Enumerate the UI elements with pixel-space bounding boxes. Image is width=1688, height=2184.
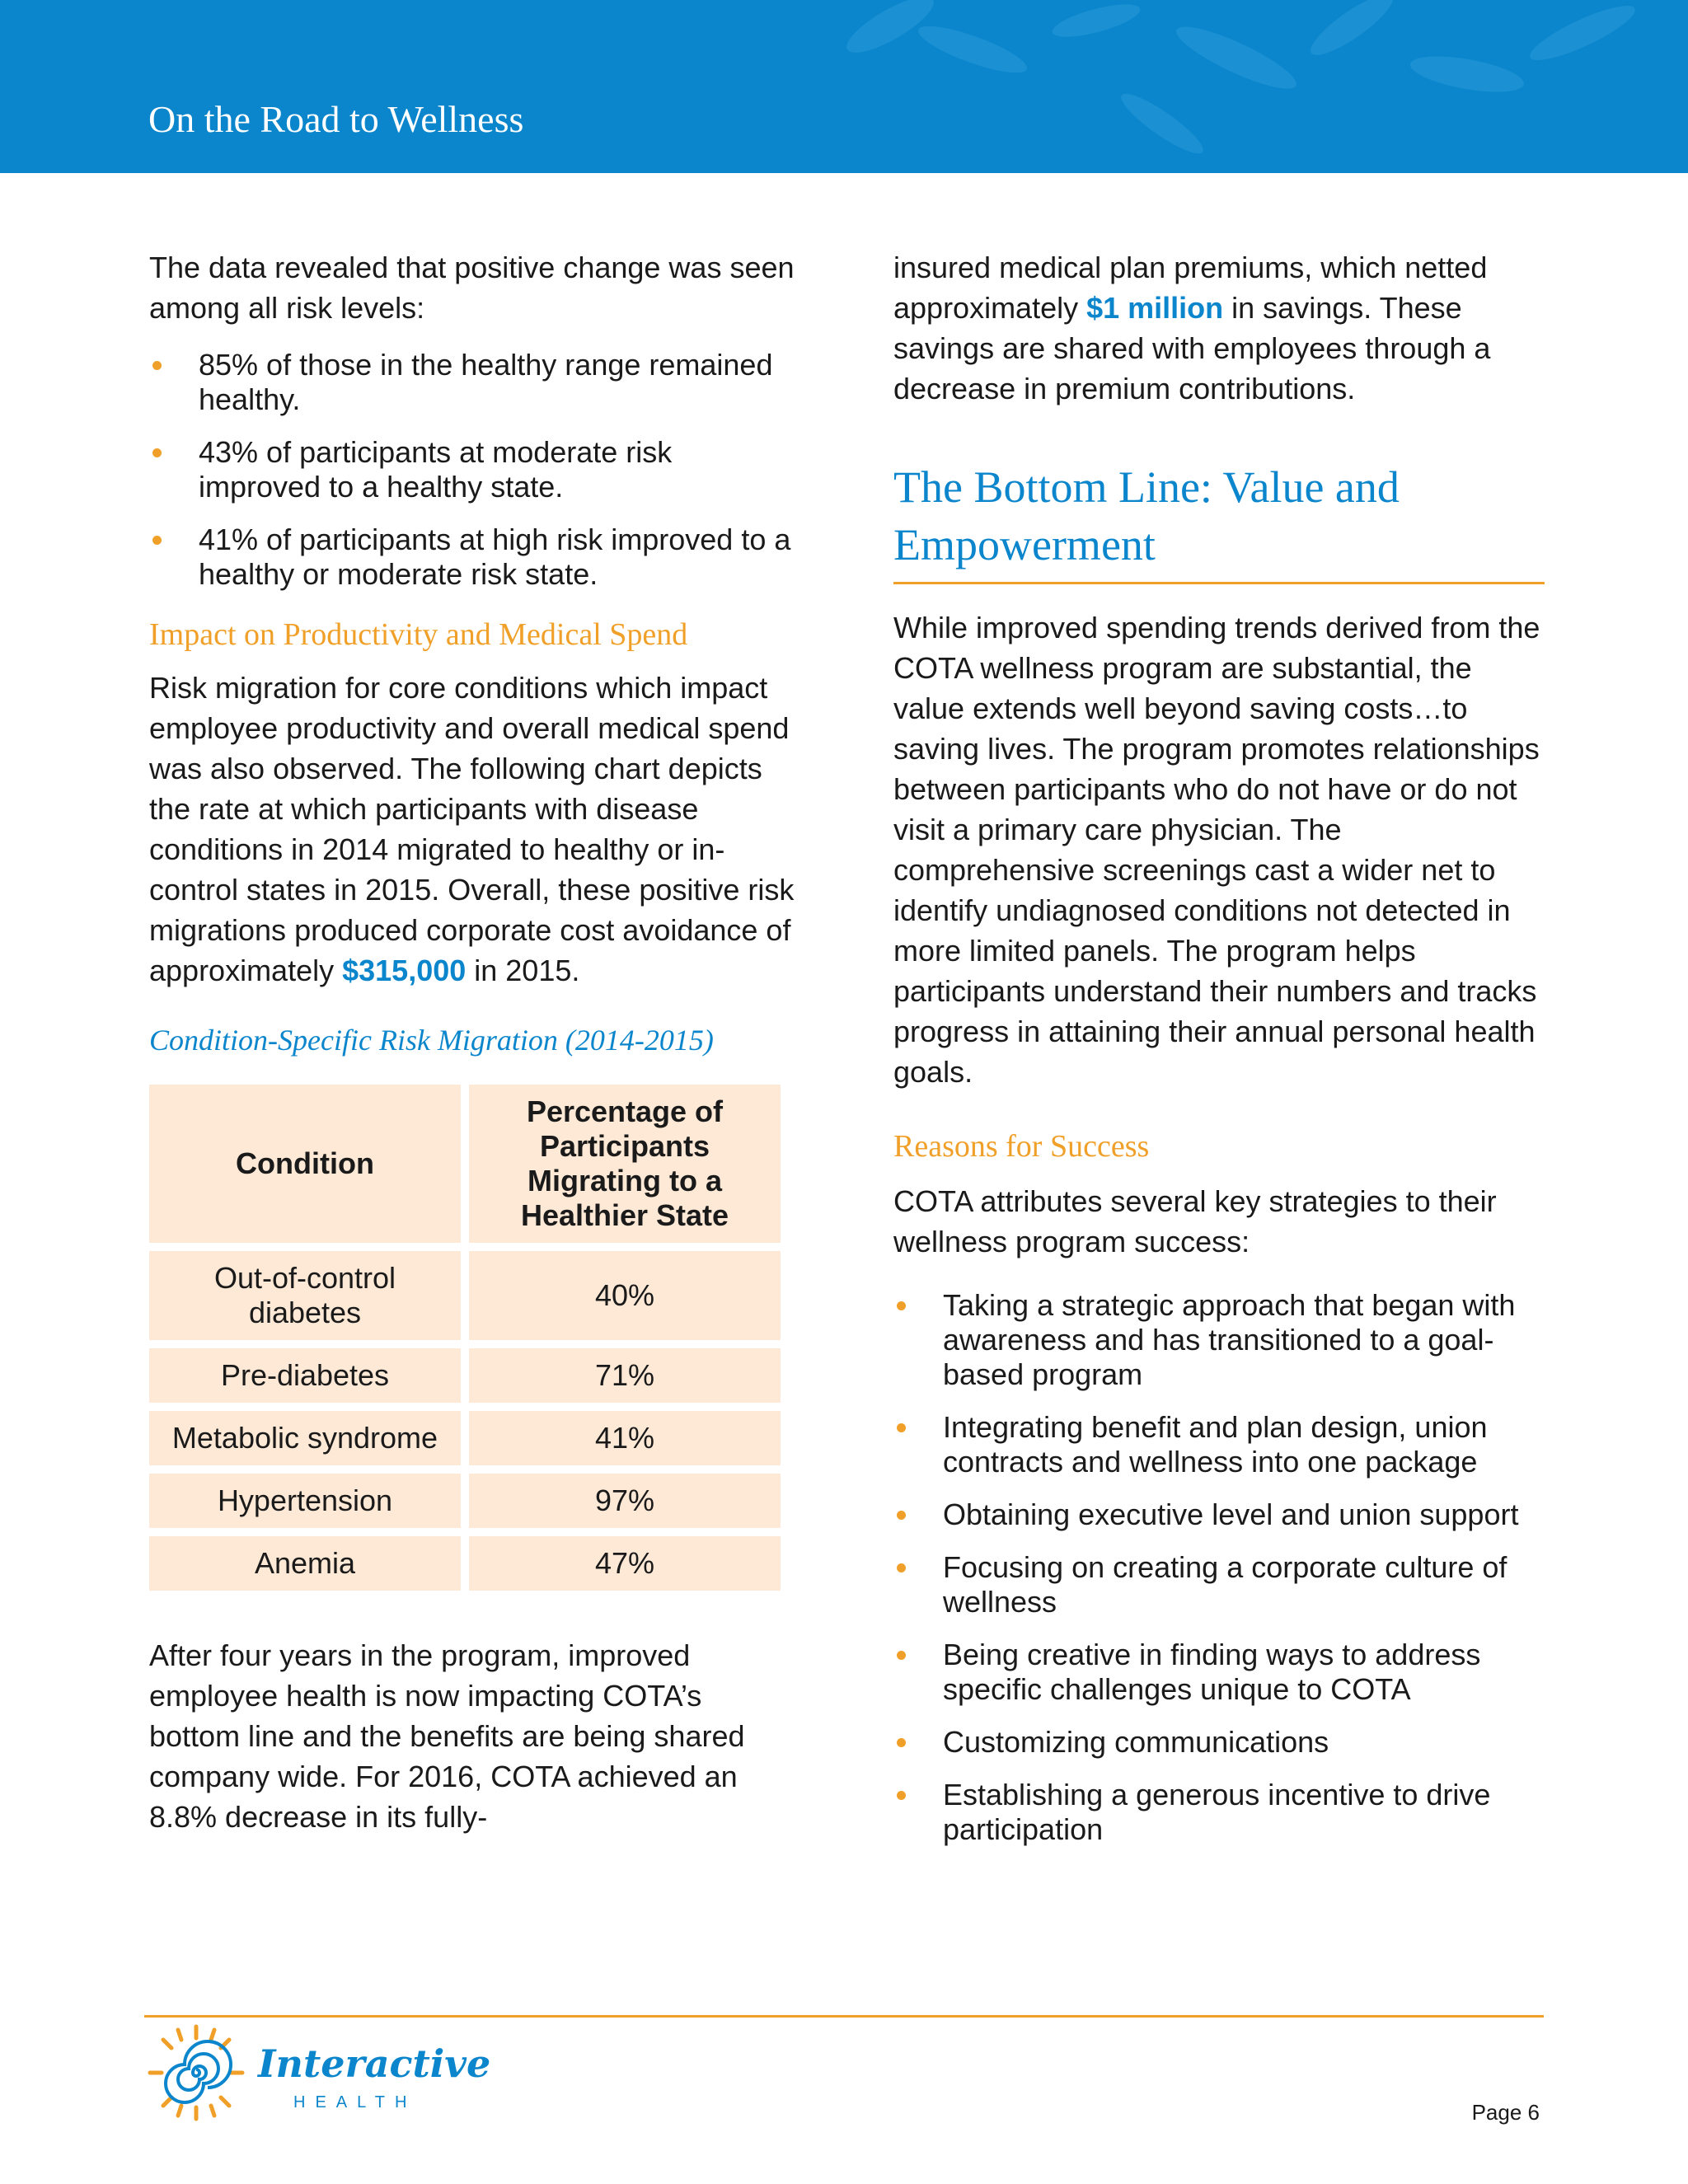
interactive-health-logo — [147, 2023, 491, 2122]
list-item: Being creative in finding ways to address specific challenges unique to COTA — [893, 1638, 1545, 1707]
bullet-icon — [152, 361, 162, 370]
bullet-icon — [897, 1563, 906, 1572]
left-column — [149, 247, 800, 1837]
risk-level-list — [149, 348, 800, 592]
page-header — [0, 0, 1688, 173]
list-item: 85% of those in the healthy range remained healthy. — [149, 348, 800, 417]
cost-avoidance-highlight: $315,000 — [342, 954, 467, 987]
right-column — [893, 247, 1545, 1865]
success-strategies-list — [893, 1288, 1545, 1847]
footer-divider — [144, 2015, 1544, 2018]
bullet-icon — [897, 1651, 906, 1660]
header-title: On the Road to Wellness — [148, 98, 524, 140]
table-row — [149, 1348, 781, 1403]
bullet-icon — [897, 1423, 906, 1432]
percentage-cell: 47% — [469, 1536, 781, 1591]
productivity-subhead: Impact on Productivity and Medical Spend — [149, 617, 688, 652]
table-row — [149, 1251, 781, 1340]
condition-cell: Hypertension — [149, 1474, 461, 1528]
value-paragraph: While improved spending trends derived from the COTA wellness program are substantial, the value extends well beyond saving costs…to saving lives. The program promotes relationships between participants who do not have or do not visit a primary care physician. The comprehensive screenings cast a wider net to identify undiagnosed conditions not detected in more limited panels. The program helps participants understand their numbers and tracks progress in attaining their annual personal health goals. — [893, 611, 1540, 1089]
condition-header: Condition — [149, 1085, 461, 1243]
logo-subtitle: HEALTH — [293, 2093, 417, 2111]
condition-cell: Out-of-control diabetes — [149, 1251, 461, 1340]
bottom-line-paragraph: After four years in the program, improved employee health is now impacting COTA’s bottom line and the benefits are being shared company wide. For 2016, COTA achieved an 8.8% decrease in its fully- — [149, 1638, 745, 1834]
bullet-icon — [897, 1738, 906, 1747]
list-item: 41% of participants at high risk improved to a healthy or moderate risk state. — [149, 523, 800, 592]
bullet-icon — [897, 1301, 906, 1310]
condition-cell: Pre-diabetes — [149, 1348, 461, 1403]
savings-paragraph: insured medical plan premiums, which netted approximately $1 million in savings. These savings are shared with employees through a decrease in premium contributions. — [893, 251, 1491, 405]
percentage-cell: 71% — [469, 1348, 781, 1403]
table-header-row — [149, 1085, 781, 1243]
table-row — [149, 1474, 781, 1528]
bullet-icon — [152, 536, 162, 545]
sun-spiral-icon — [147, 2023, 246, 2122]
success-intro: COTA attributes several key strategies to their wellness program success: — [893, 1184, 1497, 1258]
percentage-cell: 97% — [469, 1474, 781, 1528]
condition-cell: Anemia — [149, 1536, 461, 1591]
intro-paragraph: The data revealed that positive change was seen among all risk levels: — [149, 251, 795, 325]
bullet-icon — [897, 1511, 906, 1520]
table-caption: Condition-Specific Risk Migration (2014-2015) — [149, 1024, 714, 1057]
bullet-icon — [897, 1791, 906, 1800]
success-subhead: Reasons for Success — [893, 1129, 1150, 1164]
savings-highlight: $1 million — [1086, 291, 1224, 325]
page-number: Page 6 — [1471, 2100, 1540, 2125]
list-item: Taking a strategic approach that began with awareness and has transitioned to a goal-based program — [893, 1288, 1545, 1392]
condition-cell: Metabolic syndrome — [149, 1411, 461, 1465]
list-item: Focusing on creating a corporate culture of wellness — [893, 1550, 1545, 1619]
percentage-header: Percentage of Participants Migrating to a Healthier State — [469, 1085, 781, 1243]
table-row — [149, 1536, 781, 1591]
bullet-icon — [152, 448, 162, 457]
list-item: Customizing communications — [893, 1725, 1545, 1760]
risk-migration-table — [141, 1076, 789, 1599]
percentage-cell: 40% — [469, 1251, 781, 1340]
table-row — [149, 1411, 781, 1465]
risk-migration-paragraph: Risk migration for core conditions which impact employee productivity and overall medical spend was also observed. The following chart depicts the rate at which participants with disease conditions in 2014 migrated to healthy or in-control states in 2015. Overall, these positive risk migrations produced corporate cost avoidance of approximately $315,000 in 2015. — [149, 671, 795, 987]
section-heading: The Bottom Line: Value and Empowerment — [893, 458, 1545, 584]
header-swirl-decoration — [0, 0, 1688, 173]
percentage-cell: 41% — [469, 1411, 781, 1465]
list-item: 43% of participants at moderate risk improved to a healthy state. — [149, 435, 800, 504]
list-item: Obtaining executive level and union support — [893, 1497, 1545, 1532]
list-item: Integrating benefit and plan design, union contracts and wellness into one package — [893, 1410, 1545, 1479]
logo-wordmark: Interactive — [258, 2041, 491, 2086]
list-item: Establishing a generous incentive to drive participation — [893, 1778, 1545, 1847]
